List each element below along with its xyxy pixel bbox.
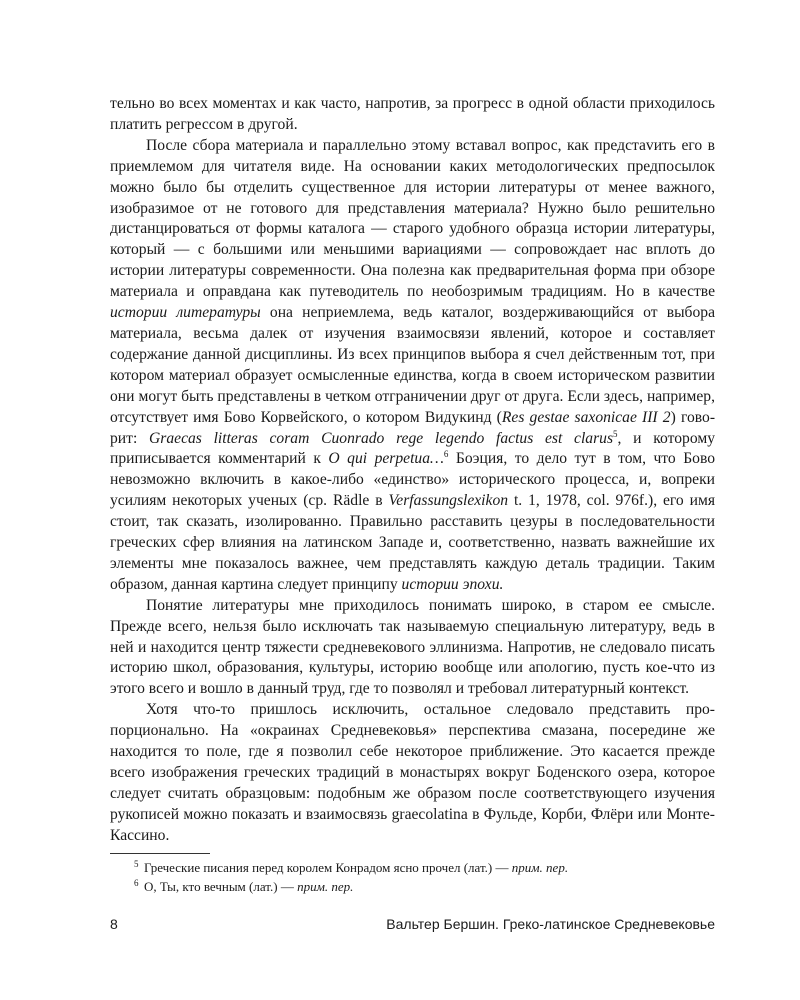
paragraph-2-italic-f: Graecas litteras coram Cuonrado rege legendo factus est clarus xyxy=(149,429,614,447)
footnotes xyxy=(110,858,715,896)
footnote-number: 5 xyxy=(134,859,139,869)
paragraph-2-italic-n: истории эпохи. xyxy=(401,575,504,593)
paragraph-2-italic-b: истории литературы xyxy=(110,304,261,322)
paragraph-2-text-a: После сбора материала и параллельно этому вставал вопрос, как предстаvить его в приемлемом для читателя виде. На основании каких методологических предпосылок можно было бы отделить существенное для истории литературы от менее важного, изобразимое от не готового для представления материала? Нужно было решительно дистанцироваться от формы каталога — старого удобного образца истории литературы, который — с большими или меньшими вариациями — сопровождает нас вплоть до истории литературы современности. Она полезна как предварительная форма при обзоре материала и оправдана как путеводитель по необозримым традициям. Но в качестве xyxy=(110,136,715,301)
main-text xyxy=(110,94,715,847)
footnote-text: Греческие писания перед королем Конрадом ясно прочел (лат.) — xyxy=(144,860,512,875)
running-title: Вальтер Бершин. Греко-латинское Средневековье xyxy=(386,916,715,932)
paragraph-2-text-c: она неприемлема, ведь каталог, воздерживающийся от выбора материала, весьма далек от изучения взаимосвязи явлений, которое и составляет содержание данной дисциплины. Из всех принципов выбора я счел действенным тот, при котором материал образует осмысленные единства, когда в своем историческом развитии они могут быть представлены в четком отграничении друг от друга. Если здесь, например, отсутствует имя Бово Корвейского, о котором Видукинд ( xyxy=(110,304,715,426)
footnote-text: О, Ты, кто вечным (лат.) — xyxy=(144,879,298,894)
paragraph-2-text-k: Боэция, то дело тут в том, что Бово невозможно включить в какое-либо «единство» исторического процесса, и, вопреки усилиям некоторых ученых (ср. Rädle в xyxy=(110,450,716,510)
paragraph-2-text-m: t. 1, 1978, col. 976f.), его имя стоит, так сказать, изолированно. Правильно расставить цезуры в последовательности греческих сфер влияния на латинском Западе и, соответственно, назвать важнейшие их элементы мне показалось важнее, чем представлять каждую деталь традиции. Таким образом, данная картина следует принципу xyxy=(110,492,716,593)
paragraph-4: Хотя что-то пришлось исключить, остальное следовало представить пропорционально. На «окраинах Средневековья» перспектива смазана, посередине же находится то поле, где я позволил себе некоторое приближение. Это касается прежде всего изображения греческих традиций в монастырях вокруг Боденского озера, которое следует считать образцовым: подобным же образом после соответствующего изучения рукописей можно показать и взаимосвязь graecolatina в Фульде, Корби, Флёри или Монте-Кассино. xyxy=(110,701,715,844)
footnote-note: прим. пер. xyxy=(297,879,354,894)
page-number: 8 xyxy=(110,916,118,932)
footnote-ref-5[interactable]: 5 xyxy=(613,428,618,439)
footnote-6 xyxy=(110,877,715,896)
paragraph-1: тельно во всех моментах и как часто, напротив, за прогресс в одной области приходилось платить регрессом в другой. xyxy=(110,95,715,133)
paragraph-2-text-e: ) говорит: xyxy=(110,408,716,447)
paragraph-2-italic-d: Res gestae saxonicae III 2 xyxy=(501,408,671,426)
footnote-5 xyxy=(110,858,715,877)
footnote-number: 6 xyxy=(134,878,139,888)
footnote-ref-6[interactable]: 6 xyxy=(443,449,449,460)
footnote-note: прим. пер. xyxy=(511,860,569,875)
paragraph-2-italic-l: Verfassungslexikon xyxy=(388,492,509,510)
paragraph-2 xyxy=(110,136,715,596)
paragraph-2-italic-i: O qui perpetua… xyxy=(328,450,444,468)
paragraph-2-text-h: , и которому приписывается комментарий к xyxy=(110,429,715,468)
paragraph-3: Понятие литературы мне приходилось понимать широко, в старом ее смысле. Прежде всего, нельзя было исключать так называемую специальную литературу, ведь в ней и находится центр тяжести средневекового эллинизма. Напротив, не следовало писать историю школ, образования, культуры, историю вообще или апологию, пусть кое-что из этого всего и вошло в данный труд, где то позволял и требовал литературный контекст. xyxy=(110,596,715,698)
footnote-divider xyxy=(110,853,210,854)
